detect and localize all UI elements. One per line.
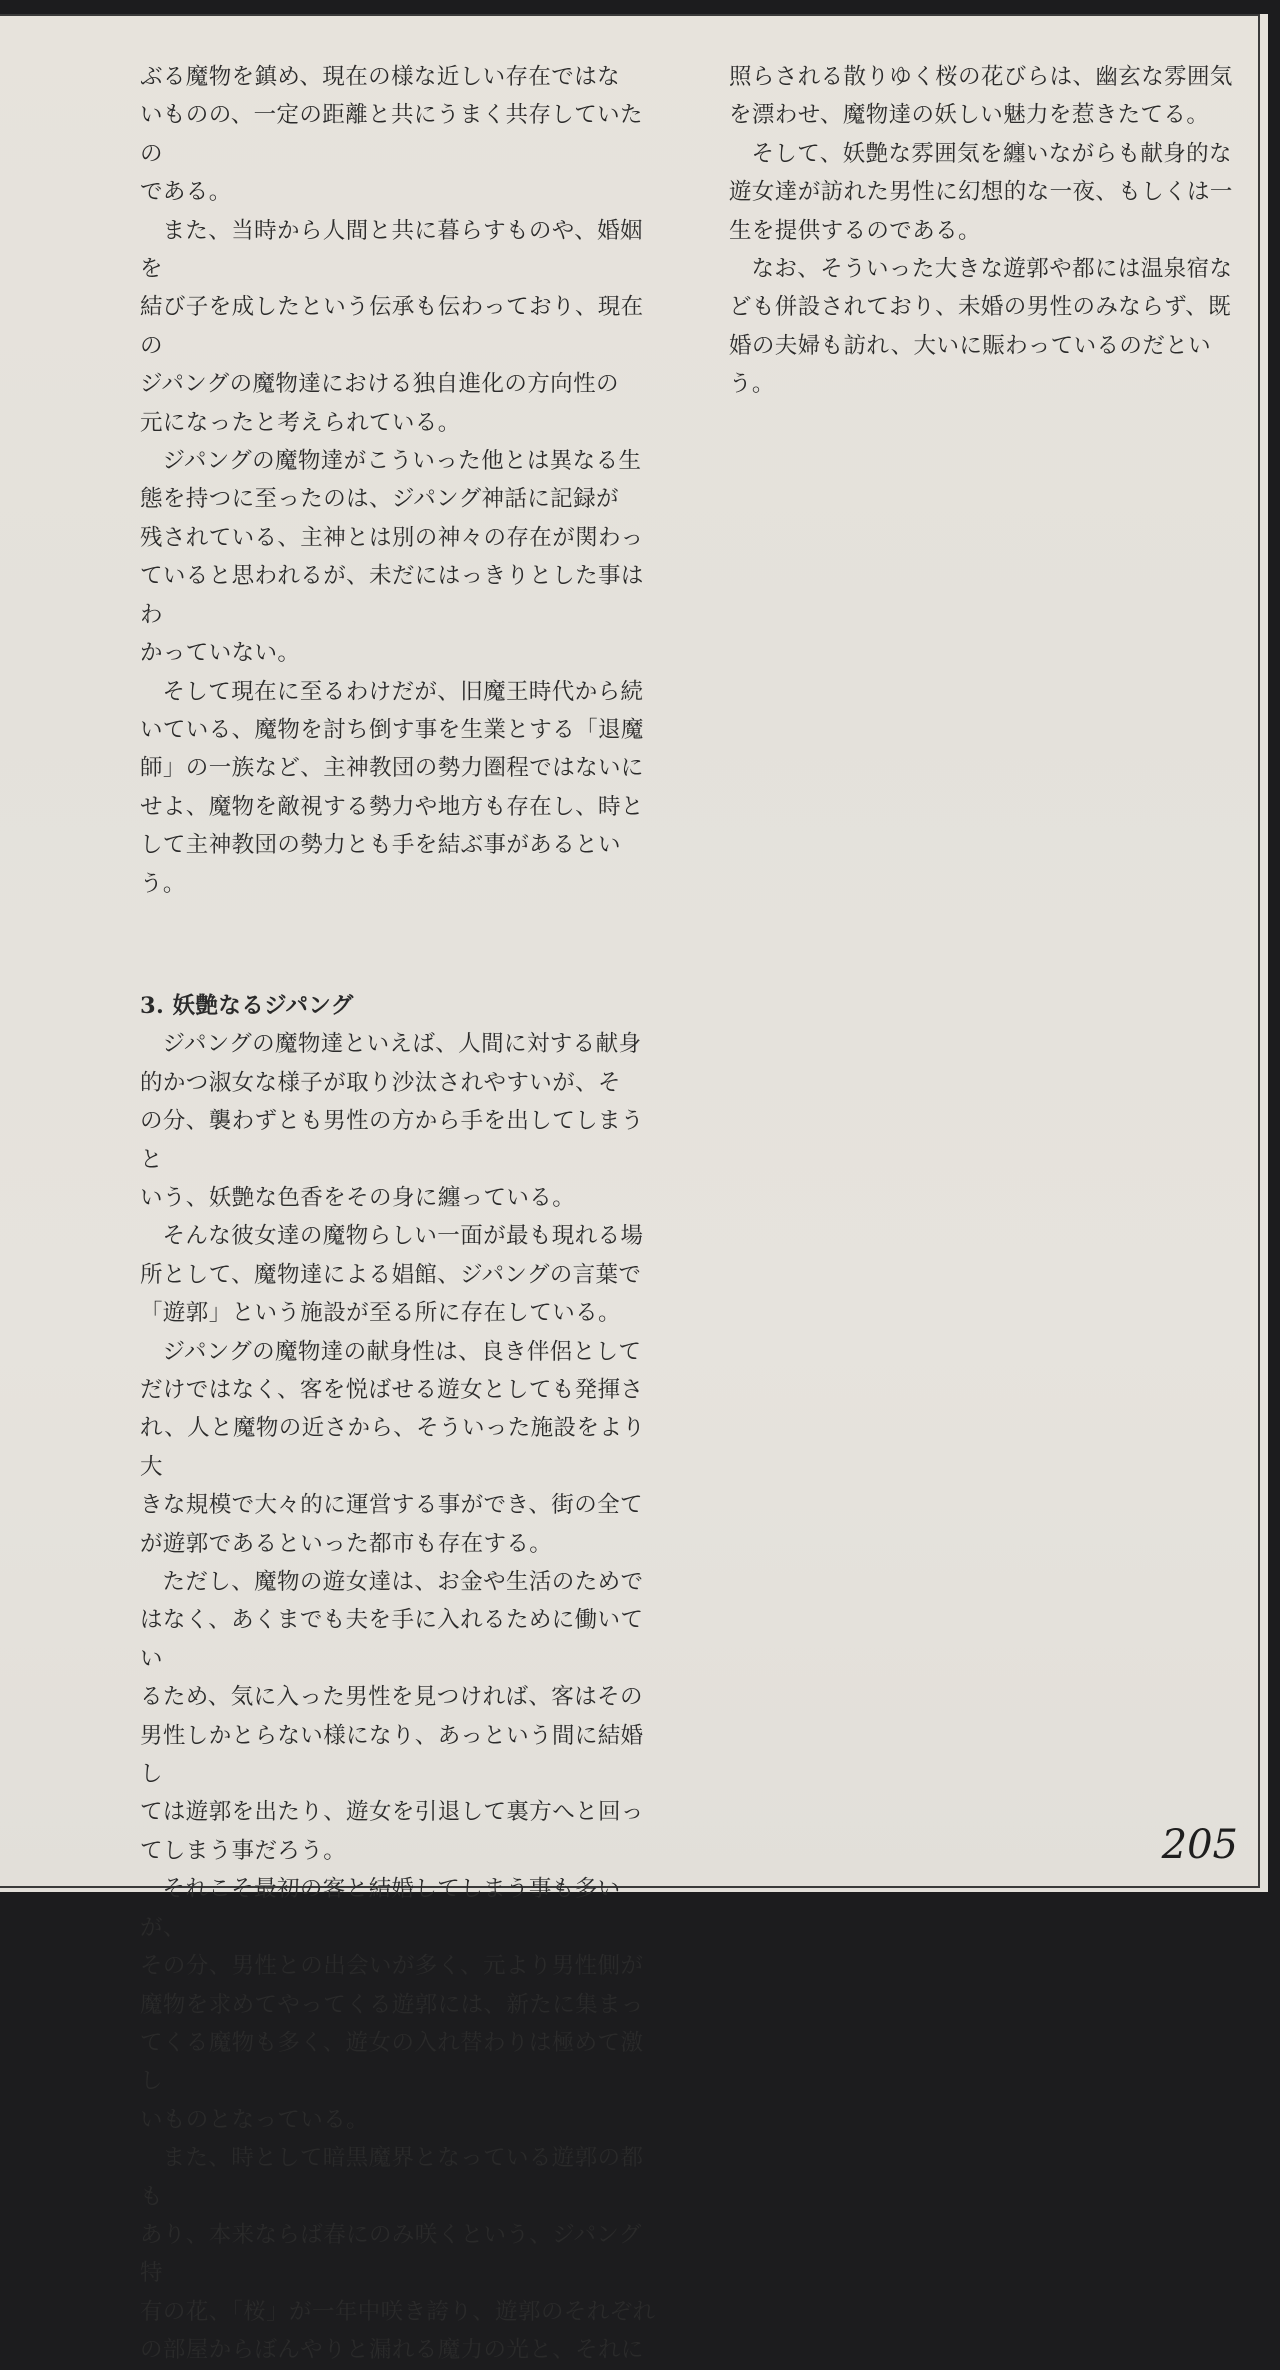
left-text-column bbox=[140, 58, 660, 2370]
section-heading: 3. 妖艶なるジパング bbox=[140, 992, 354, 1019]
paragraph: ただし、魔物の遊女達は、お金や生活のためで はなく、あくまでも夫を手に入れるために働いてい るため、気に入った男性を見つければ、客はその 男性しかとらない様になり、あっという間に結婚し ては遊郭を出たり、遊女を引退して裏方へと回っ てしまう事だろう。 bbox=[140, 1569, 644, 1864]
paragraph: そんな彼女達の魔物らしい一面が最も現れる場 所として、魔物達による娼館、ジパングの言葉で 「遊郭」という施設が至る所に存在している。 bbox=[140, 1223, 644, 1327]
paragraph: ぶる魔物を鎮め、現在の様な近しい存在ではな いものの、一定の距離と共にうまく共存していたの である。 bbox=[140, 64, 643, 206]
paragraph: ジパングの魔物達の献身性は、良き伴侶として だけではなく、客を悦ばせる遊女としても発揮さ れ、人と魔物の近さから、そういった施設をより大 きな規模で大々的に運営する事ができ、街の全て が遊郭であるといった都市も存在する。 bbox=[140, 1338, 646, 1557]
paragraph: ジパングの魔物達といえば、人間に対する献身 的かつ淑女な様子が取り沙汰されやすいが、そ の分、襲わずとも男性の方から手を出してしまうと いう、妖艶な色香をその身に纏っている。 bbox=[140, 1031, 644, 1211]
page-number: 205 bbox=[1161, 1822, 1238, 1868]
paragraph: ジパングの魔物達がこういった他とは異なる生 態を持つに至ったのは、ジパング神話に記録が 残されている、主神とは別の神々の存在が関わっ ていると思われるが、未だにはっきりとした事はわ かっていない。 bbox=[140, 448, 644, 667]
paragraph: そして、妖艶な雰囲気を纏いながらも献身的な 遊女達が訪れた男性に幻想的な一夜、もしくは一 生を提供するのである。 bbox=[729, 140, 1233, 244]
right-text-column bbox=[729, 58, 1249, 404]
paragraph: また、時として暗黒魔界となっている遊郭の都も あり、本来ならば春にのみ咲くという、ジパング特 有の花、「桜」が一年中咲き誇り、遊郭のそれぞれ の部屋からぼんやりと漏れる魔力の光と、それに bbox=[140, 2145, 656, 2364]
book-page bbox=[0, 14, 1268, 2364]
paragraph: また、当時から人間と共に暮らすものや、婚姻を 結び子を成したという伝承も伝わっており、現在の ジパングの魔物達における独自進化の方向性の 元になったと考えられている。 bbox=[140, 217, 644, 436]
paragraph: 照らされる散りゆく桜の花びらは、幽玄な雰囲気 を漂わせ、魔物達の妖しい魅力を惹きたてる。 bbox=[729, 64, 1233, 129]
section-spacer bbox=[140, 903, 660, 987]
paragraph: なお、そういった大きな遊郭や都には温泉宿な ども併設されており、未婚の男性のみならず、既 婚の夫婦も訪れ、大いに賑わっているのだという。 bbox=[729, 256, 1233, 398]
paragraph: それこそ最初の客と結婚してしまう事も多いが、 その分、男性との出会いが多く、元より男性側が 魔物を求めてやってくる遊郭には、新たに集まっ てくる魔物も多く、遊女の入れ替わりは極めて激し いものとなっている。 bbox=[140, 1876, 644, 2133]
paragraph: そして現在に至るわけだが、旧魔王時代から続 いている、魔物を討ち倒す事を生業とする「退魔 師」の一族など、主神教団の勢力圏程ではないに せよ、魔物を敵視する勢力や地方も存在し、時と して主神教団の勢力とも手を結ぶ事があるという。 bbox=[140, 678, 644, 897]
